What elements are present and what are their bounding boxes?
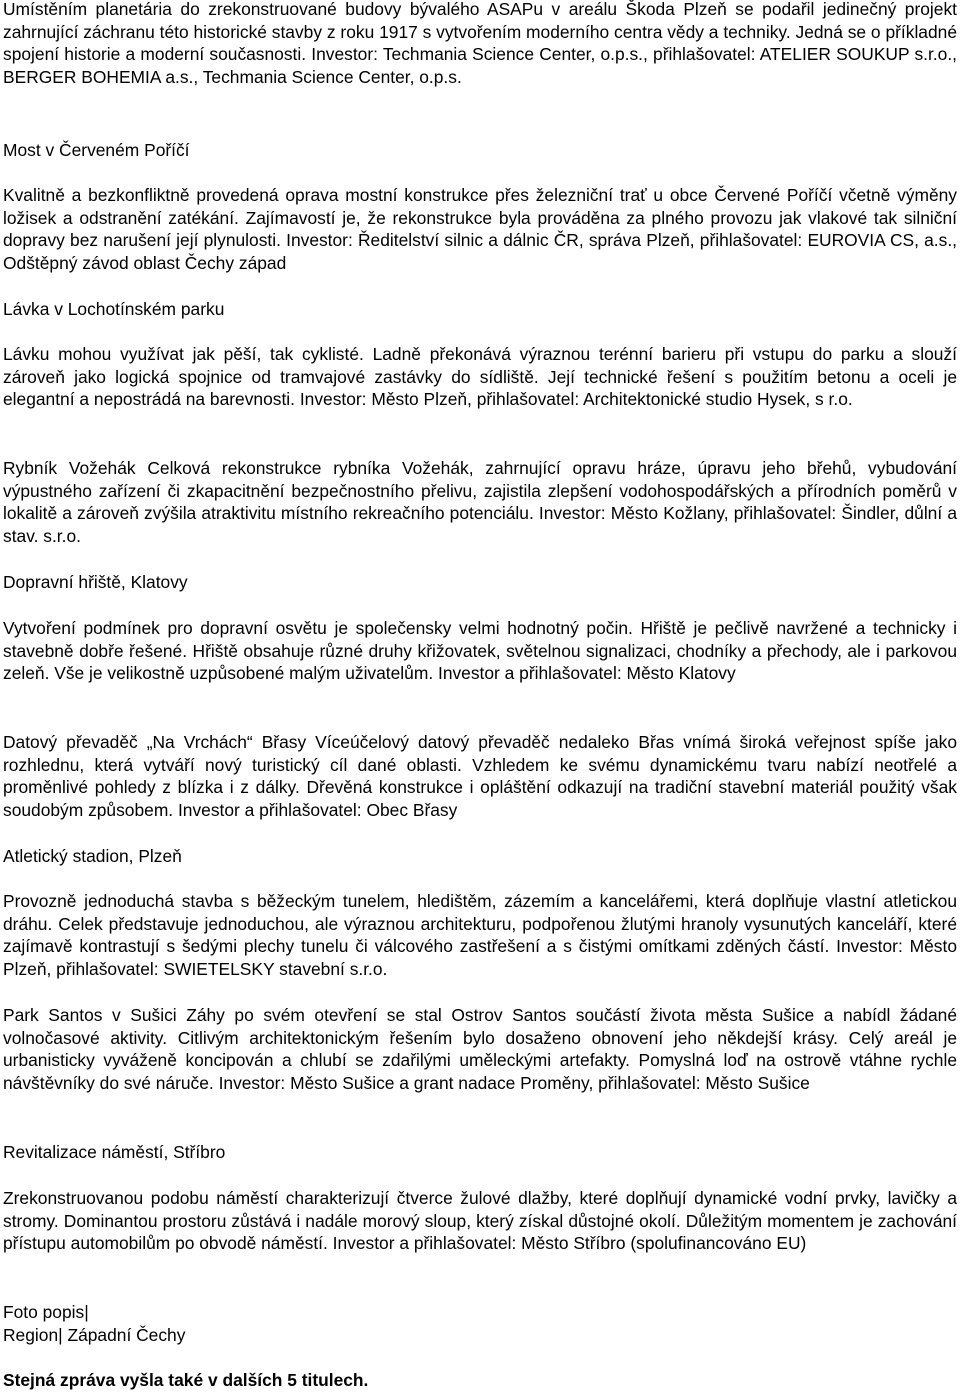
section-heading-stadion: Atletický stadion, Plzeň xyxy=(3,846,182,866)
publication-notice: Stejná zpráva vyšla také v dalších 5 titulech. xyxy=(3,1370,369,1390)
section-heading-lavka: Lávka v Lochotínském parku xyxy=(3,299,225,319)
section-body-stadion: Provozně jednoduchá stavba s běžeckým tunelem, hledištěm, zázemím a kancelářemi, která doplňuje vlastní atletickou dráhu. Celek představuje jednoduchou, ale výraznou architekturu, podpořenou žlutými hranoly vysunutých kanceláří, které zajímavě kontrastují s šedými plechy tunelu či válcového zastřešení a s čistými omítkami zděných částí. Investor: Město Plzeň, přihlašovatel: SWIETELSKY stavební s.r.o. xyxy=(3,891,957,979)
section-body-lavka: Lávku mohou využívat jak pěší, tak cyklisté. Ladně překonává výraznou terénní barieru při vstupu do parku a slouží zároveň jako logická spojnice od tramvajové zastávky do sídliště. Její technické řešení s použitím betonu a oceli je elegantní a nepostrádá na barevnosti. Investor: Město Plzeň, přihlašovatel: Architektonické studio Hysek, s r.o. xyxy=(3,344,957,409)
section-heading-most: Most v Červeném Poříčí xyxy=(3,140,190,160)
photo-caption: Foto popis| xyxy=(3,1302,89,1322)
section-body-rybnik: Rybník Vožehák Celková rekonstrukce rybníka Vožehák, zahrnující opravu hráze, úpravu jeho břehů, vybudování výpustného zařízení či zkapacitnění bezpečnostního přelivu, zajistila zlepšení vodohospodářských a přírodních poměrů v lokalitě a zároveň zvýšila atraktivitu místního rekreačního potenciálu. Investor: Město Kožlany, přihlašovatel: Šindler, důlní a stav. s.r.o. xyxy=(3,458,957,546)
section-body-prevadec: Datový převaděč „Na Vrchách“ Břasy Víceúčelový datový převaděč nedaleko Břas vnímá široká veřejnost spíše jako rozhlednu, která vytváří nový turistický cíl dané oblasti. Vzhledem ke svému dynamickému tvaru nabízí neotřelé a proměnlivé pohledy z blízka i z dálky. Dřevěná konstrukce i opláštění odkazují na tradiční stavební materiál použitý však soudobým způsobem. Investor a přihlašovatel: Obec Břasy xyxy=(3,732,957,820)
section-heading-namesti: Revitalizace náměstí, Stříbro xyxy=(3,1142,226,1162)
section-body-namesti: Zrekonstruovanou podobu náměstí charakterizují čtverce žulové dlažby, které doplňují dynamické vodní prvky, lavičky a stromy. Dominantou prostoru zůstává i nadále morový sloup, který získal důstojné okolí. Důležitým momentem je zachování přístupu automobilům po obvodě náměstí. Investor a přihlašovatel: Město Stříbro (spolufinancováno EU) xyxy=(3,1188,957,1253)
section-body-santos: Park Santos v Sušici Záhy po svém otevření se stal Ostrov Santos součástí života města Sušice a nabídl žádané volnočasové aktivity. Citlivým architektonickým řešením bylo dosaženo obnovení jeho někdejší krásy. Celý areál je urbanisticky vyváženě koncipován a chlubí se zdařilými uměleckými artefakty. Pomyslná loď na ostrově vtáhne rychle návštěvníky do své náruče. Investor: Město Sušice a grant nadace Proměny, přihlašovatel: Město Sušice xyxy=(3,1005,957,1093)
intro-paragraph: Umístěním planetária do zrekonstruované budovy bývalého ASAPu v areálu Škoda Plzeň se podařil jedinečný projekt zahrnující záchranu této historické stavby z roku 1917 s vytvořením moderního centra vědy a techniky. Jedná se o příkladné spojení historie a moderní současnosti. Investor: Techmania Science Center, o.p.s., přihlašovatel: ATELIER SOUKUP s.r.o., BERGER BOHEMIA a.s., Techmania Science Center, o.p.s. xyxy=(3,0,957,87)
section-body-most: Kvalitně a bezkonfliktně provedená oprava mostní konstrukce přes železniční trať u obce Červené Poříčí včetně výměny ložisek a odstranění zatékání. Zajímavostí je, že rekonstrukce byla prováděna za plného provozu jak vlakové tak silniční dopravy bez narušení její plynulosti. Investor: Ředitelství silnic a dálnic ČR, správa Plzeň, přihlašovatel: EUROVIA CS, a.s., Odštěpný závod oblast Čechy západ xyxy=(3,185,957,273)
region-line: Region| Západní Čechy xyxy=(3,1325,186,1345)
section-heading-hriste: Dopravní hřiště, Klatovy xyxy=(3,572,188,592)
section-body-hriste: Vytvoření podmínek pro dopravní osvětu je společensky velmi hodnotný počin. Hřiště je pečlivě navržené a technicky i stavebně dobře řešené. Hřiště obsahuje různé druhy křižovatek, světelnou signalizaci, chodníky a přechody, ale i parkovou zeleň. Vše je velikostně uzpůsobené malým uživatelům. Investor a přihlašovatel: Město Klatovy xyxy=(3,618,957,683)
